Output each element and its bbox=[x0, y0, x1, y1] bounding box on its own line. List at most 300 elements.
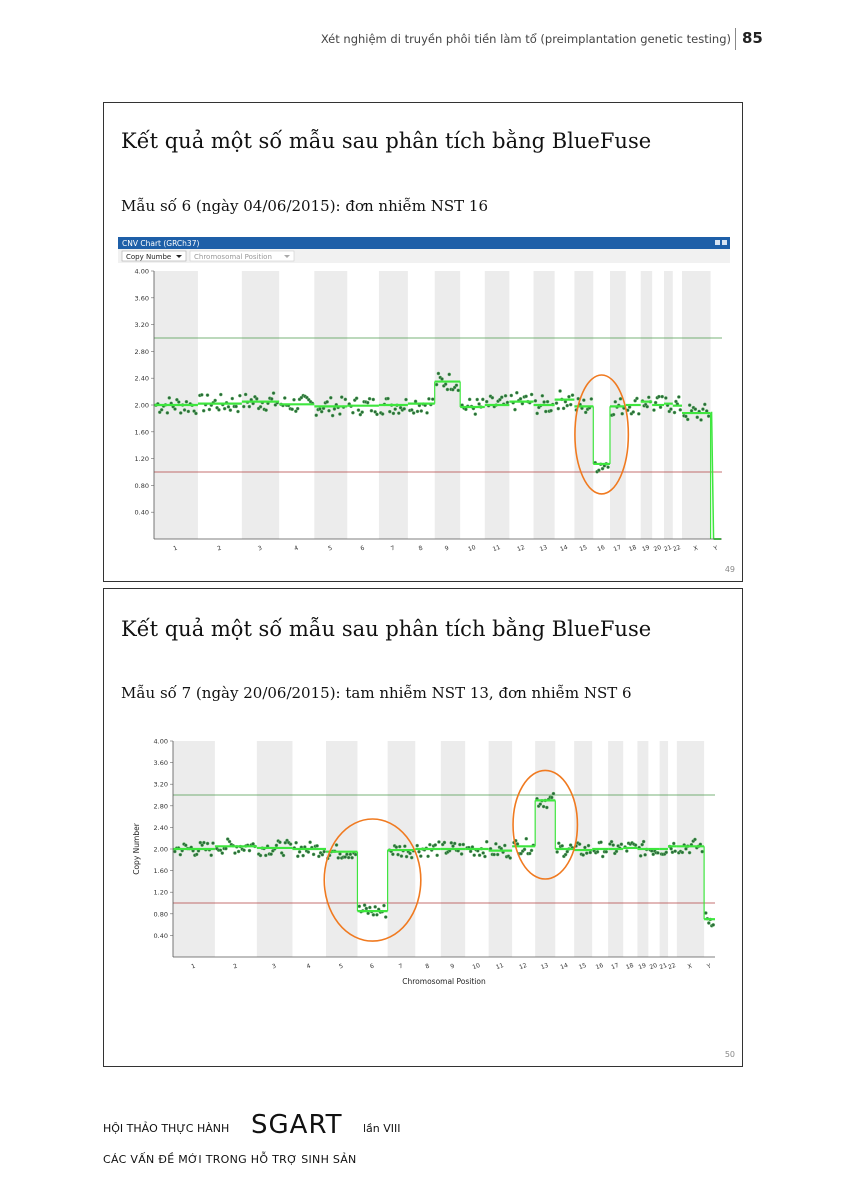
data-point bbox=[388, 410, 391, 413]
data-point bbox=[278, 841, 281, 844]
data-point bbox=[473, 854, 476, 857]
data-point bbox=[405, 855, 408, 858]
data-point bbox=[665, 851, 668, 854]
data-point bbox=[564, 853, 567, 856]
data-point bbox=[217, 408, 220, 411]
header-divider bbox=[735, 28, 736, 50]
data-point bbox=[536, 412, 539, 415]
data-point bbox=[270, 853, 273, 856]
data-point bbox=[679, 408, 682, 411]
data-point bbox=[416, 844, 419, 847]
data-point bbox=[398, 845, 401, 848]
data-point bbox=[302, 854, 305, 857]
data-point bbox=[208, 408, 211, 411]
x-tick-label: 12 bbox=[516, 543, 526, 553]
data-point bbox=[542, 805, 545, 808]
data-point bbox=[403, 407, 406, 410]
data-point bbox=[365, 907, 368, 910]
y-tick-label: 3.20 bbox=[153, 780, 168, 789]
data-point bbox=[179, 853, 182, 856]
data-point bbox=[612, 843, 615, 846]
data-point bbox=[699, 418, 702, 421]
y-tick-label: 2.00 bbox=[153, 845, 168, 854]
data-point bbox=[462, 843, 465, 846]
data-point bbox=[677, 395, 680, 398]
data-point bbox=[582, 399, 585, 402]
data-point bbox=[481, 398, 484, 401]
sgart-logo: SGART bbox=[251, 1110, 343, 1140]
data-point bbox=[652, 853, 655, 856]
data-point bbox=[519, 397, 522, 400]
data-point bbox=[168, 396, 171, 399]
data-point bbox=[468, 398, 471, 401]
x-tick-label: 16 bbox=[594, 961, 605, 972]
data-point bbox=[605, 850, 608, 853]
data-point bbox=[437, 840, 440, 843]
data-point bbox=[482, 851, 485, 854]
data-point bbox=[414, 400, 417, 403]
conference-footer bbox=[103, 1100, 503, 1180]
data-point bbox=[619, 397, 622, 400]
data-point bbox=[344, 398, 347, 401]
data-point bbox=[558, 389, 561, 392]
data-point bbox=[612, 413, 615, 416]
x-tick-label: 22 bbox=[667, 961, 677, 972]
data-point bbox=[202, 409, 205, 412]
x-tick-label: 21 bbox=[663, 543, 673, 553]
x-tick-label: 9 bbox=[443, 544, 450, 553]
x-axis-title: Chromosomal Position bbox=[402, 977, 486, 986]
data-point bbox=[234, 405, 237, 408]
data-point bbox=[701, 850, 704, 853]
data-point bbox=[294, 841, 297, 844]
data-point bbox=[530, 393, 533, 396]
x-tick-label: 9 bbox=[449, 962, 456, 971]
data-point bbox=[340, 396, 343, 399]
data-point bbox=[693, 838, 696, 841]
data-point bbox=[412, 411, 415, 414]
data-point bbox=[585, 852, 588, 855]
data-point bbox=[177, 400, 180, 403]
y-tick-label: 2.40 bbox=[153, 823, 168, 832]
data-point bbox=[453, 842, 456, 845]
data-point bbox=[510, 394, 513, 397]
data-point bbox=[291, 408, 294, 411]
data-point bbox=[395, 846, 398, 849]
footer-edition: lần VIII bbox=[363, 1122, 401, 1135]
data-point bbox=[428, 843, 431, 846]
x-tick-label: 10 bbox=[467, 543, 477, 553]
data-point bbox=[656, 851, 659, 854]
data-point bbox=[632, 410, 635, 413]
x-tick-label: 3 bbox=[271, 962, 278, 971]
data-point bbox=[590, 397, 593, 400]
x-tick-label: 1 bbox=[172, 544, 179, 553]
data-point bbox=[375, 913, 378, 916]
data-point bbox=[584, 411, 587, 414]
x-tick-label: Y bbox=[706, 962, 712, 971]
data-point bbox=[476, 398, 479, 401]
data-point bbox=[707, 415, 710, 418]
data-point bbox=[384, 915, 387, 918]
data-point bbox=[368, 397, 371, 400]
data-point bbox=[214, 399, 217, 402]
data-point bbox=[363, 904, 366, 907]
x-tick-label: 21 bbox=[658, 961, 669, 972]
x-tick-label: 2 bbox=[216, 544, 223, 553]
data-point bbox=[597, 469, 600, 472]
data-point bbox=[173, 850, 176, 853]
data-point bbox=[396, 853, 399, 856]
x-tick-label: 22 bbox=[672, 543, 682, 553]
data-point bbox=[500, 396, 503, 399]
x-tick-label: 6 bbox=[359, 544, 366, 553]
x-tick-label: 19 bbox=[637, 961, 648, 972]
data-point bbox=[219, 849, 222, 852]
data-point bbox=[601, 467, 604, 470]
data-point bbox=[583, 846, 586, 849]
footer-line-1: HỘI THẢO THỰC HÀNH bbox=[103, 1122, 230, 1135]
y-tick-label: 1.60 bbox=[153, 867, 168, 876]
data-point bbox=[312, 853, 315, 856]
data-point bbox=[539, 803, 542, 806]
data-point bbox=[673, 411, 676, 414]
data-point bbox=[444, 383, 447, 386]
slide-title: Kết quả một số mẫu sau phân tích bằng BlueFuse bbox=[121, 129, 652, 153]
data-point bbox=[436, 854, 439, 857]
data-point bbox=[372, 913, 375, 916]
data-point bbox=[684, 415, 687, 418]
data-point bbox=[557, 842, 560, 845]
data-point bbox=[361, 411, 364, 414]
x-tick-label: 13 bbox=[538, 543, 549, 553]
data-point bbox=[374, 905, 377, 908]
data-point bbox=[185, 400, 188, 403]
data-point bbox=[166, 411, 169, 414]
data-point bbox=[523, 848, 526, 851]
data-point bbox=[289, 843, 292, 846]
data-point bbox=[474, 413, 477, 416]
data-point bbox=[506, 401, 509, 404]
y-tick-label: 2.40 bbox=[134, 374, 149, 383]
data-point bbox=[546, 400, 549, 403]
x-axis-dropdown-label: Chromosomal Position bbox=[194, 253, 272, 261]
data-point bbox=[485, 840, 488, 843]
slide-subtitle: Mẫu số 7 (ngày 20/06/2015): tam nhiễm NST 13, đơn nhiễm NST 6 bbox=[121, 684, 632, 702]
data-point bbox=[282, 854, 285, 857]
y-tick-label: 0.80 bbox=[134, 481, 149, 490]
slide-title: Kết quả một số mẫu sau phân tích bằng BlueFuse bbox=[121, 617, 652, 641]
data-point bbox=[460, 852, 463, 855]
data-point bbox=[504, 394, 507, 397]
chromosome-band bbox=[242, 271, 279, 539]
data-point bbox=[589, 851, 592, 854]
x-tick-label: 18 bbox=[625, 961, 635, 972]
data-point bbox=[545, 806, 548, 809]
data-point bbox=[530, 849, 533, 852]
data-point bbox=[372, 398, 375, 401]
data-point bbox=[233, 851, 236, 854]
y-tick-label: 1.20 bbox=[134, 455, 149, 464]
y-tick-label: 0.40 bbox=[153, 931, 168, 940]
page-header bbox=[0, 22, 849, 52]
data-point bbox=[696, 416, 699, 419]
data-point bbox=[315, 414, 318, 417]
x-tick-label: 8 bbox=[417, 544, 424, 553]
data-point bbox=[688, 404, 691, 407]
data-point bbox=[566, 404, 569, 407]
data-point bbox=[242, 405, 245, 408]
data-point bbox=[292, 398, 295, 401]
data-point bbox=[370, 409, 373, 412]
x-tick-label: 18 bbox=[627, 543, 638, 553]
data-point bbox=[513, 408, 516, 411]
chromosome-band bbox=[574, 271, 593, 539]
data-point bbox=[255, 397, 258, 400]
x-tick-label: 8 bbox=[424, 962, 431, 971]
data-point bbox=[625, 849, 628, 852]
data-point bbox=[448, 373, 451, 376]
data-point bbox=[450, 841, 453, 844]
data-point bbox=[646, 405, 649, 408]
data-point bbox=[351, 411, 354, 414]
data-point bbox=[669, 847, 672, 850]
data-point bbox=[552, 792, 555, 795]
chart-window-frame bbox=[118, 237, 730, 553]
data-point bbox=[264, 854, 267, 857]
x-tick-label: 13 bbox=[539, 961, 550, 972]
data-point bbox=[674, 850, 677, 853]
data-point bbox=[641, 843, 644, 846]
x-tick-label: 17 bbox=[612, 543, 623, 553]
data-point bbox=[652, 408, 655, 411]
data-point bbox=[446, 388, 449, 391]
data-point bbox=[534, 399, 537, 402]
data-point bbox=[637, 412, 640, 415]
data-point bbox=[542, 400, 545, 403]
data-point bbox=[228, 840, 231, 843]
data-point bbox=[200, 393, 203, 396]
data-point bbox=[173, 407, 176, 410]
data-point bbox=[331, 414, 334, 417]
data-point bbox=[664, 396, 667, 399]
data-point bbox=[704, 911, 707, 914]
slide-49 bbox=[103, 102, 743, 582]
data-point bbox=[309, 841, 312, 844]
cnv-chart-sample-7 bbox=[118, 731, 730, 991]
data-point bbox=[431, 398, 434, 401]
data-point bbox=[321, 853, 324, 856]
x-tick-label: 11 bbox=[495, 961, 505, 972]
data-point bbox=[549, 409, 552, 412]
data-point bbox=[335, 843, 338, 846]
data-point bbox=[621, 412, 624, 415]
data-point bbox=[516, 842, 519, 845]
data-point bbox=[329, 396, 332, 399]
data-point bbox=[237, 850, 240, 853]
data-point bbox=[426, 855, 429, 858]
data-point bbox=[672, 842, 675, 845]
data-point bbox=[248, 405, 251, 408]
data-point bbox=[614, 400, 617, 403]
data-point bbox=[419, 855, 422, 858]
data-point bbox=[458, 843, 461, 846]
x-tick-label: 3 bbox=[257, 544, 264, 553]
page-number: 85 bbox=[742, 29, 763, 47]
data-point bbox=[179, 411, 182, 414]
data-point bbox=[187, 410, 190, 413]
window-close-icon[interactable] bbox=[722, 240, 727, 245]
data-point bbox=[681, 851, 684, 854]
data-point bbox=[524, 395, 527, 398]
x-tick-label: 15 bbox=[577, 961, 588, 972]
data-point bbox=[227, 405, 230, 408]
data-point bbox=[525, 837, 528, 840]
x-tick-label: 1 bbox=[190, 962, 197, 971]
x-tick-label: 4 bbox=[293, 544, 300, 553]
data-point bbox=[509, 856, 512, 859]
data-point bbox=[345, 853, 348, 856]
x-tick-label: Y bbox=[712, 544, 719, 553]
x-tick-label: 12 bbox=[518, 961, 528, 972]
data-point bbox=[349, 853, 352, 856]
data-point bbox=[582, 853, 585, 856]
data-point bbox=[440, 377, 443, 380]
chromosome-band bbox=[535, 741, 555, 957]
x-tick-label: 17 bbox=[610, 961, 620, 972]
data-point bbox=[515, 391, 518, 394]
x-tick-label: 10 bbox=[471, 961, 482, 972]
x-tick-label: 7 bbox=[397, 962, 404, 971]
y-tick-label: 1.20 bbox=[153, 888, 168, 897]
data-point bbox=[606, 466, 609, 469]
data-point bbox=[210, 854, 213, 857]
data-point bbox=[478, 854, 481, 857]
data-point bbox=[195, 853, 198, 856]
y-tick-label: 2.80 bbox=[153, 802, 168, 811]
slide-subtitle: Mẫu số 6 (ngày 04/06/2015): đơn nhiễm NST 16 bbox=[121, 197, 489, 215]
data-point bbox=[183, 408, 186, 411]
data-point bbox=[587, 844, 590, 847]
data-point bbox=[477, 402, 480, 405]
data-point bbox=[555, 402, 558, 405]
data-point bbox=[425, 411, 428, 414]
data-point bbox=[561, 844, 564, 847]
data-point bbox=[615, 850, 618, 853]
data-point bbox=[347, 856, 350, 859]
data-point bbox=[394, 408, 397, 411]
x-tick-label: 14 bbox=[559, 961, 569, 972]
data-point bbox=[601, 855, 604, 858]
data-point bbox=[366, 401, 369, 404]
data-point bbox=[354, 853, 357, 856]
data-point bbox=[211, 842, 214, 845]
data-point bbox=[491, 396, 494, 399]
data-point bbox=[464, 408, 467, 411]
y-tick-label: 0.80 bbox=[153, 910, 168, 919]
y-tick-label: 3.60 bbox=[134, 294, 149, 303]
data-point bbox=[410, 856, 413, 859]
data-point bbox=[386, 397, 389, 400]
data-point bbox=[296, 407, 299, 410]
data-point bbox=[496, 853, 499, 856]
data-point bbox=[184, 844, 187, 847]
y-tick-label: 2.80 bbox=[134, 347, 149, 356]
data-point bbox=[270, 397, 273, 400]
data-point bbox=[206, 842, 209, 845]
data-point bbox=[661, 395, 664, 398]
x-tick-label: 19 bbox=[641, 543, 651, 553]
data-point bbox=[562, 407, 565, 410]
data-point bbox=[224, 847, 227, 850]
slide-50 bbox=[103, 588, 743, 1067]
data-point bbox=[417, 850, 420, 853]
chromosome-band bbox=[677, 741, 704, 957]
x-tick-label: 11 bbox=[491, 543, 502, 553]
data-point bbox=[381, 412, 384, 415]
data-point bbox=[642, 840, 645, 843]
data-point bbox=[223, 407, 226, 410]
data-point bbox=[571, 394, 574, 397]
data-point bbox=[221, 851, 224, 854]
data-point bbox=[493, 853, 496, 856]
data-point bbox=[375, 413, 378, 416]
data-point bbox=[392, 412, 395, 415]
data-point bbox=[408, 852, 411, 855]
data-point bbox=[400, 854, 403, 857]
data-point bbox=[219, 393, 222, 396]
data-point bbox=[206, 394, 209, 397]
window-minimize-icon[interactable] bbox=[715, 240, 720, 245]
data-point bbox=[541, 394, 544, 397]
y-axis-dropdown-label: Copy Numbe bbox=[126, 253, 172, 261]
data-point bbox=[634, 843, 637, 846]
data-point bbox=[238, 394, 241, 397]
y-tick-label: 3.20 bbox=[134, 321, 149, 330]
data-point bbox=[712, 923, 715, 926]
data-point bbox=[556, 850, 559, 853]
data-point bbox=[296, 855, 299, 858]
data-point bbox=[160, 408, 163, 411]
slide-number: 50 bbox=[724, 1050, 735, 1059]
y-tick-label: 1.60 bbox=[134, 428, 149, 437]
data-point bbox=[657, 395, 660, 398]
data-point bbox=[283, 396, 286, 399]
cnv-chart-sample-6 bbox=[118, 237, 730, 553]
x-tick-label: 6 bbox=[369, 962, 376, 971]
y-tick-label: 3.60 bbox=[153, 759, 168, 768]
data-point bbox=[647, 396, 650, 399]
y-tick-label: 0.40 bbox=[134, 508, 149, 517]
data-point bbox=[494, 842, 497, 845]
data-point bbox=[686, 418, 689, 421]
data-point bbox=[550, 796, 553, 799]
data-point bbox=[707, 921, 710, 924]
data-point bbox=[333, 407, 336, 410]
data-point bbox=[635, 397, 638, 400]
data-point bbox=[316, 844, 319, 847]
data-point bbox=[327, 409, 330, 412]
data-point bbox=[701, 408, 704, 411]
data-point bbox=[391, 853, 394, 856]
data-point bbox=[368, 906, 371, 909]
data-point bbox=[244, 393, 247, 396]
footer-line-2: CÁC VẤN ĐỀ MỚI TRONG HỖ TRỢ SINH SẢN bbox=[103, 1153, 357, 1166]
window-titlebar bbox=[118, 237, 730, 249]
data-point bbox=[382, 904, 385, 907]
data-point bbox=[688, 851, 691, 854]
data-point bbox=[599, 841, 602, 844]
